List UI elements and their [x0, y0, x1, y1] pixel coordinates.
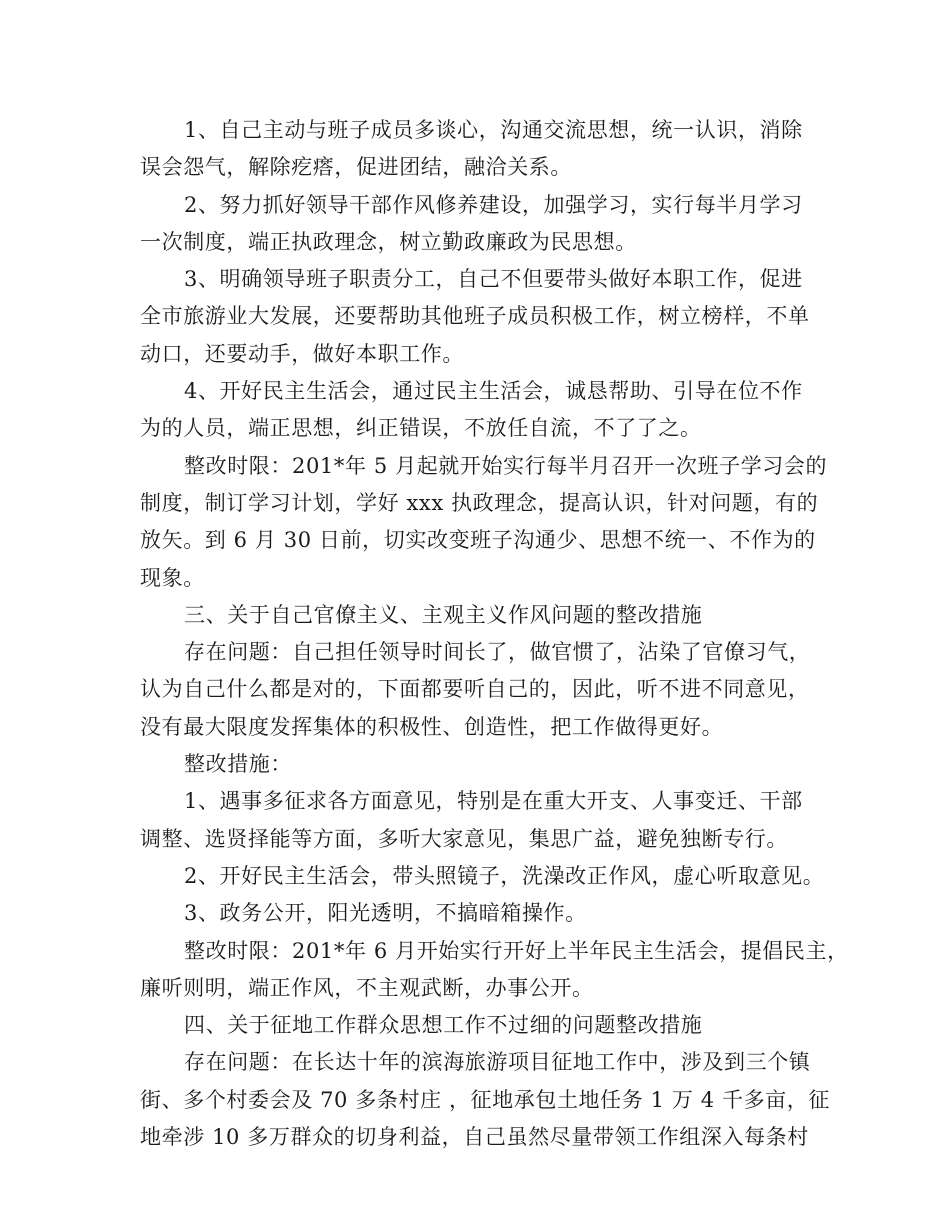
text-line: 廉听则明，端正作风，不主观武断，办事公开。	[140, 975, 594, 1000]
text-line: 没有最大限度发挥集体的积极性、创造性，把工作做得更好。	[140, 714, 724, 739]
text-line: 动口，还要动手，做好本职工作。	[140, 341, 464, 366]
text-line: 整改时限：201*年 5 月起就开始实行每半月召开一次班子学习会的	[184, 453, 828, 478]
text-line: 整改时限：201*年 6 月开始实行开好上半年民主生活会，提倡民主，	[184, 938, 849, 963]
document-body	[140, 112, 849, 1156]
text-line: 地牵涉 10 多万群众的切身利益，自己虽然尽量带领工作组深入每条村	[140, 1125, 809, 1150]
text-line: 街、多个村委会及 70 多条村庄 ，征地承包土地任务 1 万 4 千多亩，征	[140, 1087, 830, 1112]
text-line: 3、政务公开，阳光透明，不搞暗箱操作。	[184, 901, 587, 926]
text-line: 为的人员，端正思想，纠正错误，不放任自流，不了了之。	[140, 416, 702, 441]
text-line: 4、开好民主生活会，通过民主生活会，诚恳帮助、引导在位不作	[184, 379, 803, 404]
text-line: 现象。	[140, 565, 205, 590]
text-line: 存在问题：在长达十年的滨海旅游项目征地工作中，涉及到三个镇	[184, 1050, 811, 1075]
text-line: 全市旅游业大发展，还要帮助其他班子成员积极工作，树立榜样，不单	[140, 304, 810, 329]
text-line: 制度，制订学习计划，学好 xxx 执政理念，提高认识，针对问题，有的	[140, 490, 819, 515]
text-line: 认为自己什么都是对的，下面都要听自己的，因此，听不进不同意见，	[140, 677, 810, 702]
section-heading: 四、关于征地工作群众思想工作不过细的问题整改措施	[184, 1013, 703, 1038]
text-line: 存在问题：自己担任领导时间长了，做官惯了，沾染了官僚习气，	[184, 640, 811, 665]
text-line: 1、遇事多征求各方面意见，特别是在重大开支、人事变迁、干部	[184, 789, 803, 814]
text-line: 1、自己主动与班子成员多谈心，沟通交流思想，统一认识，消除	[184, 118, 803, 142]
text-line: 调整、选贤择能等方面，多听大家意见，集思广益，避免独断专行。	[140, 826, 788, 851]
section-heading: 三、关于自己官僚主义、主观主义作风问题的整改措施	[184, 602, 703, 627]
text-line: 3、明确领导班子职责分工，自己不但要带头做好本职工作，促进	[184, 267, 803, 292]
text-line: 一次制度，端正执政理念，树立勤政廉政为民思想。	[140, 229, 637, 254]
text-line: 误会怨气，解除疙瘩，促进团结，融洽关系。	[140, 155, 572, 180]
text-line: 整改措施：	[184, 752, 292, 777]
text-line: 2、努力抓好领导干部作风修养建设，加强学习，实行每半月学习	[184, 192, 803, 217]
text-line: 2、开好民主生活会，带头照镜子，洗澡改正作风，虚心听取意见。	[184, 863, 825, 888]
text-line: 放矢。到 6 月 30 日前，切实改变班子沟通少、思想不统一、不作为的	[140, 528, 816, 553]
